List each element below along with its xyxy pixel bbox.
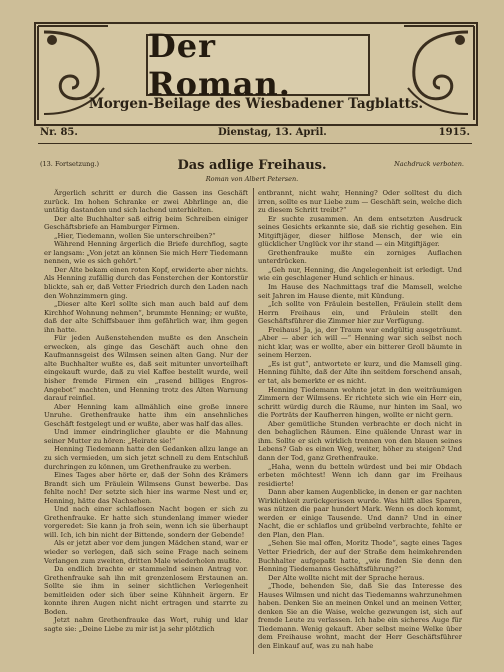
paragraph: Freihaus! Ja, ja, der Traum war endgültig ausgeträumt. „Aber — aber ich will —“ Henning war sich selbst noch nicht klar, was er wollte, aber ein bitterer Groll bäumte in seinem Herzen.: [258, 325, 462, 360]
publication-title: Der Roman.: [148, 27, 291, 103]
text-column-left: [44, 189, 248, 633]
paragraph: „Ich sollte von Fräulein bestellen, Fräulein stellt dem Herrn Freihaus ein, und Fräulein stellt den Geschäftsführer die Zimmer hier zur Verfügung.: [258, 300, 462, 326]
masthead: [34, 22, 478, 126]
paragraph: Dann aber kamen Augenblicke, in denen er gar nachten Wirklichkeit zurückgerissen wurde. Was hilft alles Sparen, was nützen die paar hundert Mark. Wenn es doch kommt, werden er einige Tausende. Und dann? Und in einer Nacht, die er schlaflos und grübelnd verbrachte, fehlte er den Plan, den Plan.: [258, 488, 462, 539]
paragraph: Grethenfrauke mußte ein zorniges Auflachen unterdrücken.: [258, 248, 462, 266]
paragraph: Da endlich brachte er stammelnd seinen Antrag vor. Grethenfrauke sah ihn mit grenzenlosem Erstaunen an. Sollte sie ihm in seiner sichtlichen Verlegenheit bemitleiden oder sich über seine Kühnheit ärgern. Er konnte ihren Augen nicht nicht ertragen und starrte zu Boden.: [44, 565, 248, 616]
paragraph: Aber Henning kam allmählich eine große innere Unruhe. Grethenfrauke hatte ihm ein ansehnliches Geschäft festgelegt und er wußte, aber was half das alles.: [44, 402, 248, 428]
paragraph: Jetzt nahm Grethenfrauke das Wort, ruhig und klar sagte sie: „Deine Liebe zu mir ist ja sehr plötzlich: [44, 616, 248, 633]
paragraph: „Es ist gut“, antwortete er kurz, und die Mamsell ging. Henning fühlte, daß der Alte ihn seitdem forschend ansah, er tat, als bemerkte er es nicht.: [258, 359, 462, 386]
paragraph: „Geh nur, Henning, die Angelegenheit ist erledigt. Und wie ein geschlagener Hund schlich er hinaus.: [258, 265, 462, 283]
paragraph: Der Alte wollte nicht mit der Sprache heraus.: [268, 573, 425, 582]
paragraph: entbrannt, nicht wahr, Henning? Oder solltest du dich irren, sollte es nur Liebe zum — Geschäft sein, welche dich zu diesem Schritt treibt?“: [258, 189, 462, 215]
paragraph: Ärgerlich schritt er durch die Gassen ins Geschäft zurück. Im hohen Schranke er zwei Abhrlinge an, die untätig dastanden und sich lachend unterhielten.: [44, 189, 248, 215]
paragraph: Als er jetzt aber vor dem jungen Mädchen stand, war er wieder so verlegen, daß sich seine Frage nach seinem Verlangen zum zweiten, dritten Male wiederholen mußte.: [44, 539, 248, 565]
issue-line: [40, 127, 470, 143]
paragraph: Er suchte zusammen. An dem entsetzten Ausdruck seines Gesichts erkannte sie, daß sie richtig gesehen. Ein Mitgiftjäger, dieser hilflose Mensch, der wie ein glücklicher Unglück vor ihr stand — ein Mitgiftjäger.: [258, 214, 462, 249]
title-box: [146, 27, 370, 103]
issue-number: Nr. 85.: [40, 127, 78, 138]
paragraph: Eines Tages aber hörte er, daß der Sohn des Krämers Brandt sich um Fräulein Wilmsens Gunst bewerbe. Das fehlte noch! Der setzte sich hier ins warme Nest und er, Henning, hätte das Nachsehen.: [44, 471, 248, 505]
paragraph: „Dieser alte Kerl sollte sich man auch bald auf dem Kirchhof Wohnung nehmen“, brummte Henning; er wußte, daß der alte Schiffsbauer ihm gefährlich war, ihm gegen ihn hatte.: [44, 300, 248, 334]
paragraph: „Thode, behenden Sie, daß Sie das Interesse des Hauses Wilmsen und nicht das Tiedemanns wahrzunehmen haben. Denken Sie an meinen Onkel und an meinen Vetter, denken Sie an die Waise, welche gezwungen ist, sich auf fremde Leute zu verlassen. Ich habe ein sicheres Auge für Tiedemann. Wenig gekauft. Aber selbst meine Welke über dem Freihause wohnt, macht der Herr Geschäftsführer den Einkauf auf, was zu nah habe: [258, 582, 462, 650]
issue-date: Dienstag, 13. April.: [218, 127, 327, 138]
paragraph: Der Alte bekam einen roten Kopf, erwiderte aber nichts. Als Henning zufällig durch das Fensterchen der Kontorstür blickte, sah er, daß Vetter Friedrich durch den Laden nach den Wohnzimmern ging.: [44, 265, 248, 300]
story-byline: Roman von Albert Petersen.: [205, 175, 299, 183]
paragraph: Henning Tiedemann wohnte jetzt in den weiträumigen Zimmern der Wilmsens. Er richtete sich wie ein Herr ein, schritt würdig durch die Räume, nur hinten im Saal, wo die Porträts der Kaufherren hingen, wollte er nicht gern.: [258, 385, 462, 420]
rule-top: [38, 125, 472, 126]
paragraph: Für jeden Außenstehenden mußte es den Anschein erwecken, als ginge das Geschäft auch ohne den Kaufmannsgeist des Wilmsen seinen alten Gang. Nur der alte Buchhalter wußte es, daß seit mitunter unvorteilhaft eingekauft wurde, daß zu viel Kaffee bestellt wurde, weil bisher fremde Firmen ein „rasend billiges Engros-Angebot“ machten, und Henning trotz des Alten Warnung darauf reinfiel.: [44, 334, 248, 403]
paragraph: Aber gemütliche Stunden verbrachte er doch nicht in den behaglichen Räumen. Eine quälende Unrast war in ihm. Sollte er sich wirklich trennen von den blauen seines Lebens? Gab es einen Weg, weiter, höher zu steigen? Und dann der Tod, ganz Grethenfrauke.: [258, 419, 462, 462]
rule-bottom: [38, 143, 472, 144]
column-divider: [253, 188, 254, 654]
publication-subtitle: Morgen-Beilage des Wiesbadener Tagblatts.: [88, 96, 424, 112]
paragraph: „Sehen Sie mal offen, Moritz Thode“, sagte eines Tages Vetter Friedrich, der auf der Straße dem heimkehrenden Buchhalter aufgepaßt hatte, „wie finden Sie denn den Henning Tiedemanns Geschäftsführung?“: [258, 539, 462, 574]
issue-year: 1915.: [438, 127, 470, 138]
paragraph: Im Hause des Nachmittags traf die Mamsell, welche seit Jahren im Hause diente, mit Kündung.: [258, 283, 462, 300]
paragraph: „Haha, wenn du betteln würdest und bei mir Obdach erbeten möchtest! Wenn ich dann gar im Freihaus residierte!: [258, 462, 462, 488]
story-title: Das adlige Freihaus.: [177, 158, 327, 173]
paragraph: Und nach einer schlaflosen Nacht bogen er sich zu Grethenfrauke. Er hatte sich stundenlang immer wieder vorgeredet: Sie kann ja froh sein, wenn ich sie überhaupt will. Ich, ich bin nicht der Bittende, sondern der Gebende!: [44, 505, 248, 539]
paragraph: Henning Tiedemann hatte den Gedanken allzu lange an zu sich vermieden, um sich jetzt schnell zu dem Entschluß durchringen zu können, um Grethenfrauke zu werben.: [44, 445, 248, 471]
continuation-note: (13. Fortsetzung.): [40, 160, 100, 168]
paragraph: Und immer eindringlicher glaubte er die Mahnung seiner Mutter zu hören: „Heirate sie!“: [44, 428, 248, 445]
text-column-right: [258, 189, 462, 651]
rights-notice: Nachdruck verboten.: [394, 160, 464, 168]
paragraph: Der alte Buchhalter saß eifrig beim Schreiben einiger Geschäftsbriefe an Hamburger Firmen.: [44, 214, 248, 232]
paragraph: „Hier, Tiedemann, wollen Sie unterschreiben?“: [54, 231, 216, 240]
paragraph: Während Henning ärgerlich die Briefe durchflog, sagte er langsam: „Von jetzt an können Sie mich Herr Tiedemann nennen, wie es sich gehört.“: [44, 240, 248, 266]
